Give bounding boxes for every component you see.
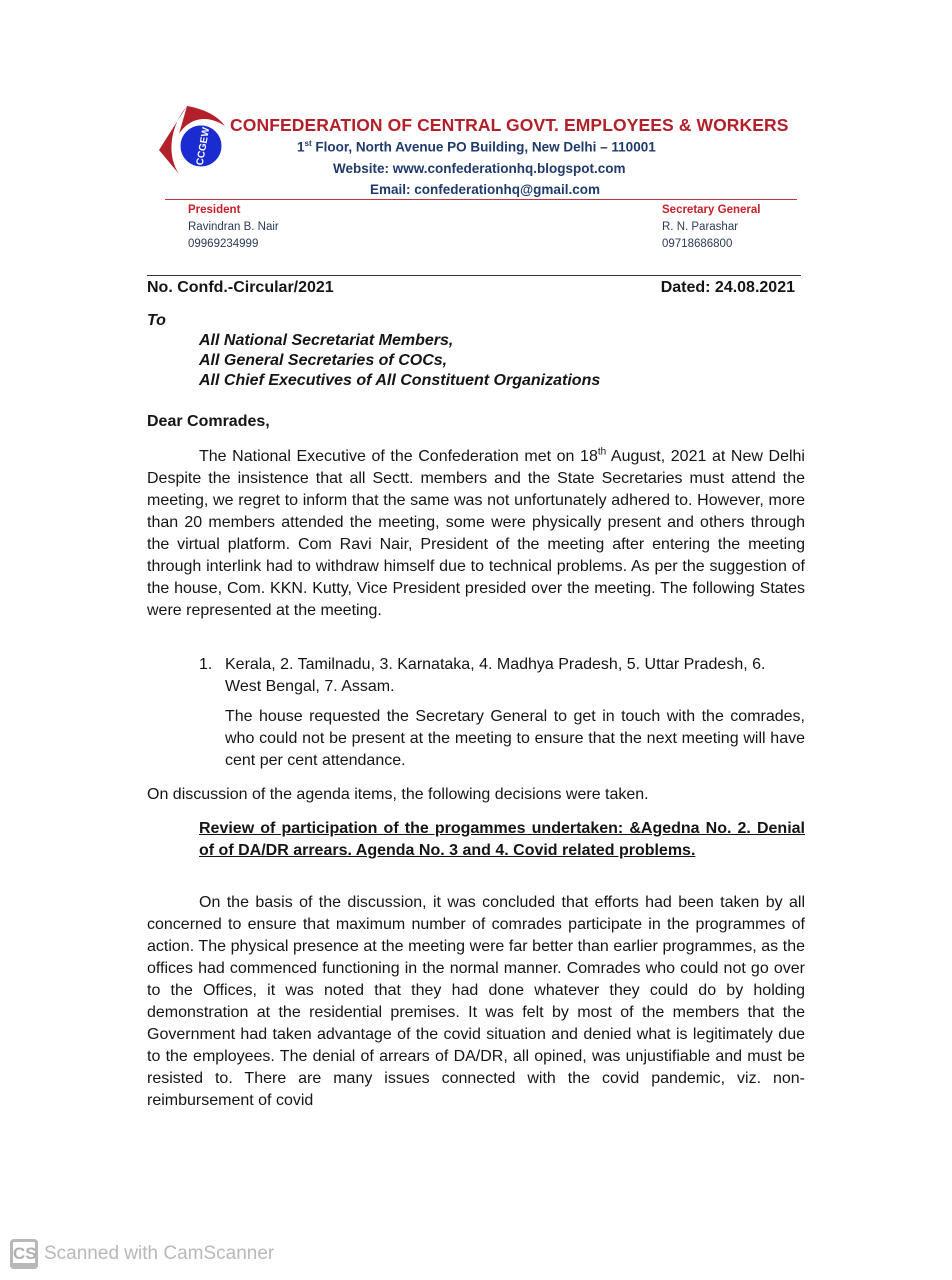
date-ordinal-suffix: th — [597, 446, 607, 458]
list-number: 1. — [199, 656, 213, 673]
agenda-heading: Review of participation of the progammes undertaken: &Agedna No. 2. Denial of of DA/DR arrears. Agenda No. 3 and 4. Covid related problems. — [199, 820, 805, 859]
address-ordinal: 1 — [297, 139, 305, 155]
website-link[interactable]: Website: www.confederationhq.blogspot.com — [333, 161, 626, 176]
header-divider — [147, 275, 801, 276]
president-block — [188, 202, 279, 253]
paragraph-text: The National Executive of the Confederation met on 18 — [199, 448, 598, 465]
address — [297, 139, 656, 155]
watermark-text: Scanned with CamScanner — [44, 1243, 275, 1264]
states-list — [199, 654, 805, 698]
paragraph-discussion — [147, 892, 805, 1112]
house-request-paragraph: The house requested the Secretary General to get in touch with the comrades, who could not be present at the meeting to ensure that the next meeting will have cent per cent attendance. — [225, 708, 805, 769]
salutation: Dear Comrades, — [147, 413, 270, 430]
president-name: Ravindran B. Nair — [188, 221, 279, 233]
logo-text: CCGEW — [194, 126, 213, 167]
agenda-intro: On discussion of the agenda items, the following decisions were taken. — [147, 786, 649, 803]
secretary-general-phone: 09718686800 — [662, 238, 733, 250]
recipients-list — [199, 331, 600, 391]
circular-reference: No. Confd.-Circular/2021 — [147, 279, 334, 296]
address-text: Floor, North Avenue PO Building, New Delhi – 110001 — [311, 139, 656, 155]
list-item: Kerala, 2. Tamilnadu, 3. Karnataka, 4. Madhya Pradesh, 5. Uttar Pradesh, 6. West Bengal, 7. Assam. — [225, 656, 766, 695]
recipient: All General Secretaries of COCs, — [199, 352, 448, 369]
paragraph-meeting-summary — [147, 446, 805, 622]
recipient: All National Secretariat Members, — [199, 332, 454, 349]
paragraph-text: August, 2021 at New Delhi Despite the insistence that all Sectt. members and the State Secretaries must attend the meeting, we regret to inform that the same was not unfortunately adhered to. However, more than 20 members attended the meeting, some were physically present and others through the virtual platform. Com Ravi Nair, President of the meeting after entering the meeting through interlink had to withdraw himself due to technical problems. As per the suggestion of the house, Com. KKN. Kutty, Vice President presided over the meeting. The following States were represented at the meeting. — [147, 448, 805, 619]
president-phone: 09969234999 — [188, 238, 259, 250]
paragraph-text: On the basis of the discussion, it was concluded that efforts had been taken by all concerned to ensure that maximum number of comrades participate in the programmes of action. The physical presence at the meeting were far better than earlier programmes, as the offices had commenced functioning in the normal manner. Comrades who could not go over to the Offices, it was noted that they had done whatever they could do by holding demonstration at the residential premises. It was felt by most of the members that the Government had taken advantage of the covid situation and denied what is legitimately due to the employees. The denial of arrears of DA/DR, all opined, was unjustifiable and must be resisted to. There are many issues connected with the covid pandemic, viz. non-reimbursement of covid — [147, 894, 805, 1109]
camscanner-watermark — [10, 1239, 274, 1269]
address-ordinal-suffix: st — [304, 139, 312, 148]
email-link[interactable]: Email: confederationhq@gmail.com — [370, 182, 600, 197]
camscanner-icon: CS — [10, 1239, 38, 1269]
secretary-general-label: Secretary General — [662, 204, 761, 216]
secretary-general-name: R. N. Parashar — [662, 221, 739, 233]
letterhead-divider — [165, 199, 797, 200]
to-label: To — [147, 312, 166, 329]
circular-date: Dated: 24.08.2021 — [660, 279, 795, 296]
organization-name: CONFEDERATION OF CENTRAL GOVT. EMPLOYEES & WORKERS — [230, 115, 789, 135]
president-label: President — [188, 204, 241, 216]
secretary-general-block — [662, 202, 760, 253]
recipient: All Chief Executives of All Constituent Organizations — [199, 372, 601, 389]
confederation-logo-icon — [157, 104, 229, 176]
